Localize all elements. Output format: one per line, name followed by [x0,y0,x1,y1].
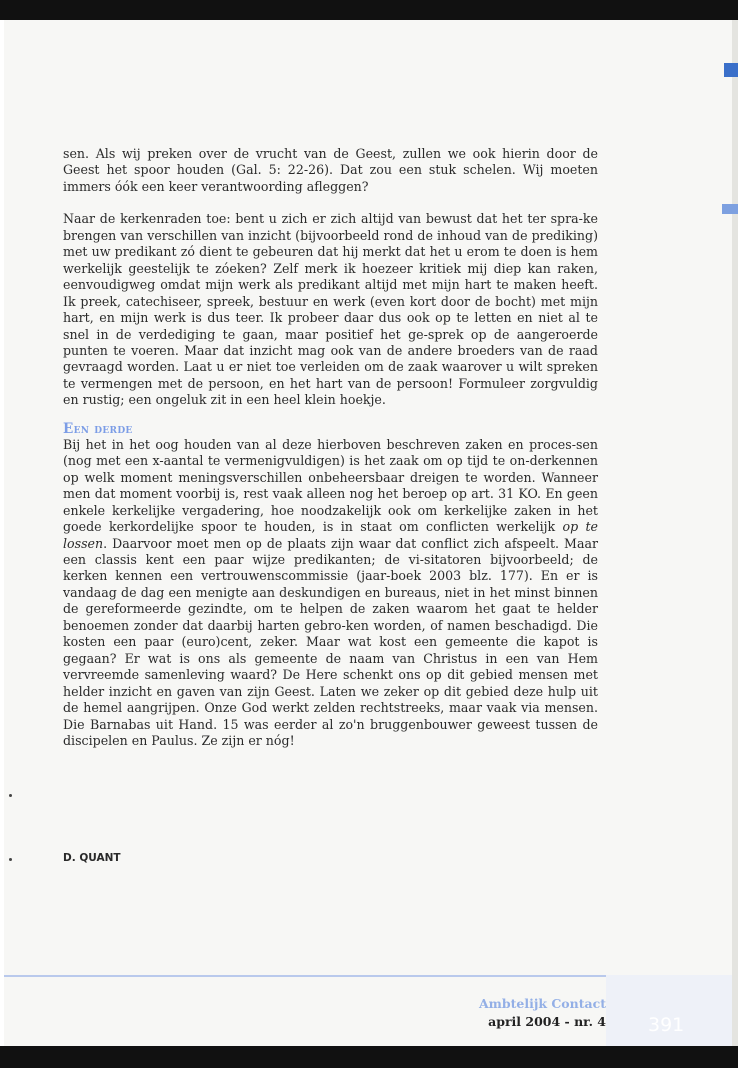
section-heading: Een derde [63,420,133,437]
article-column [63,146,598,749]
paragraph-2: Naar de kerkenraden toe: bent u zich er zich altijd van bewust dat het ter spra-ke brengen van verschillen van inzicht (bijvoorbeeld rond de inhoud van de prediking) met uw predikant zó dient te gebeuren dat hij merkt dat het u erom te doen is hem werkelijk geestelijk te zóeken? Zelf merk ik hoezeer kritiek mij diep kan raken, eenvoudigweg omdat mijn werk als predikant altijd met mijn hart te maken heeft. Ik preek, catechiseer, spreek, bestuur en werk (even kort door de bocht) met mijn hart, en mijn werk is dus teer. Ik probeer daar dus ook op te letten en niet al te snel in de verdediging te gaan, maar positief het ge-sprek op de aangeroerde punten te voeren. Maar dat inzicht mag ook van de andere broeders van de raad gevraagd worden. Laat u er niet toe verleiden om de zaak waarover u wilt spreken te vermengen met de persoon, en het hart van de persoon! Formuleer zorgvuldig en rustig; een ongeluk zit in een heel klein hoekje. [63,211,598,408]
footer-magazine-name: Ambtelijk Contact [478,996,606,1011]
scan-bottom-border [0,1046,738,1068]
scan-top-border [0,0,738,20]
margin-dot [9,858,12,861]
author-signature: D. QUANT [63,852,121,864]
footer-issue: april 2004 - nr. 4 [488,1014,606,1029]
margin-tab-mark [722,204,738,214]
margin-dot [9,794,12,797]
corner-color-mark [724,63,738,77]
paragraph-3 [63,437,598,750]
footer [479,995,606,1031]
paragraph-3-part-1: Bij het in het oog houden van al deze hierboven beschreven zaken en proces-sen (nog met een x-aantal te vermenigvuldigen) is het zaak om op tijd te on-derkennen op welk moment meningsverschillen onbeheersbaar dreigen te worden. Wanneer men dat moment voorbij is, rest vaak alleen nog het beroep op art. 31 KO. En geen enkele kerkelijke vergadering, hoe noodzakelijk ook om kerkelijke zaken in het goede kerkordelijke spoor te houden, is in staat om conflicten werkelijk [63,436,598,535]
paragraph-3-italic: op te lossen [63,519,599,551]
paragraph-1: sen. Als wij preken over de vrucht van de Geest, zullen we ook hierin door de Geest het spoor houden (Gal. 5: 22-26). Dat zou een stuk schelen. Wij moeten immers óók een keer verantwoording afleggen? [63,146,598,194]
paragraph-3-part-2: . Daarvoor moet men op de plaats zijn waar dat conflict zich afspeelt. Maar een classis kent een paar wijze predikanten; de vi-sitatoren bijvoorbeeld; de kerken kennen een vertrouwenscommissie (jaar-boek 2003 blz. 177). En er is vandaag de dag een menigte aan deskundigen en bureaus, niet in het minst binnen de gereformeerde gezindte, om te helpen de zaken waarom het gaat te helder benoemen zonder dat daarbij harten gebro-ken worden, of namen beschadigd. Die kosten een paar (euro)cent, zeker. Maar wat kost een gemeente die kapot is gegaan? Er wat is ons als gemeente de naam van Christus in een van Hem vervreemde samenleving waard? De Here schenkt ons op dit gebied mensen met helder inzicht en gaven van zijn Geest. Laten we zeker op dit gebied deze hulp uit de hemel aangrijpen. Onze God werkt zelden rechtstreeks, maar vaak via mensen. Die Barnabas uit Hand. 15 was eerder al zo'n bruggenbouwer geweest tussen de discipelen en Paulus. Ze zijn er nóg! [63,535,598,748]
page-edge-shadow [732,20,738,1046]
page-number: 391 [648,1014,685,1036]
